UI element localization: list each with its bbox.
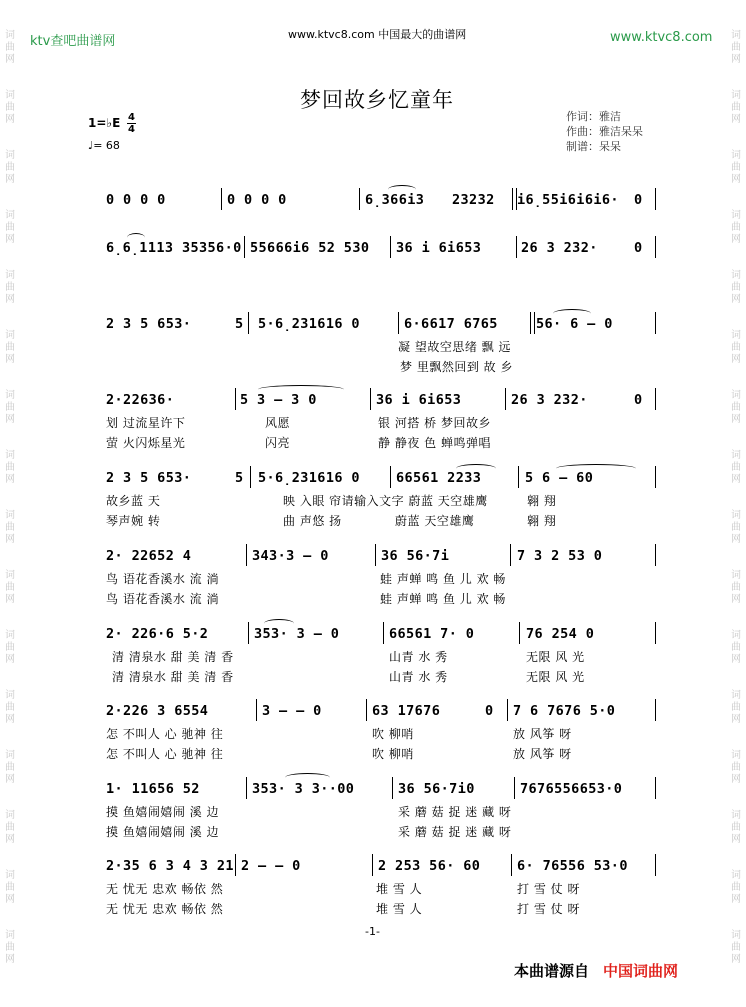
watermark-char: 网 — [5, 174, 15, 185]
note-group: 5·6̣231616 0 — [258, 470, 360, 486]
watermark-char: 网 — [731, 774, 741, 785]
watermark-char: 网 — [731, 714, 741, 725]
tempo-marking: ♩= 68 — [88, 139, 120, 152]
lyric-verse-1: 摸 鱼嬉闹嬉闹 溪 边 — [106, 805, 219, 819]
slur-mark — [388, 185, 416, 194]
lyric-verse-2: 蔚蓝 天空雄鹰 — [395, 514, 475, 528]
watermark-char: 词 — [731, 630, 741, 641]
lyric-verse-2: 打 雪 仗 呀 — [517, 902, 580, 916]
lyric-verse-2: 萤 火闪烁星光 — [106, 436, 186, 450]
note-group: 5 — [235, 316, 244, 332]
song-title: 梦回故乡忆童年 — [300, 88, 454, 112]
bar-line — [655, 699, 656, 721]
bar-line — [392, 777, 393, 799]
bar-line — [512, 188, 517, 210]
watermark-char: 曲 — [5, 582, 15, 593]
watermark-char: 网 — [5, 894, 15, 905]
note-group: 6·6617 6765 — [404, 316, 498, 332]
watermark-char: 曲 — [5, 462, 15, 473]
watermark-char: 曲 — [5, 222, 15, 233]
footer-source — [514, 960, 678, 981]
note-group: 63 17676 — [372, 703, 441, 719]
lyric-verse-2: 摸 鱼嬉闹嬉闹 溪 边 — [106, 825, 219, 839]
lyric-verse-1: 堆 雪 人 — [376, 882, 423, 896]
lyric-verse-2: 清 清泉水 甜 美 清 香 — [112, 670, 234, 684]
note-group: 2 3 5 653· — [106, 470, 192, 486]
note-group: 76 254 0 — [526, 626, 595, 642]
note-group: 1· 11656 52 — [106, 781, 200, 797]
lyric-verse-1: 银 河搭 桥 梦回故乡 — [378, 416, 491, 430]
lyric-verse-1: 无限 风 光 — [526, 650, 585, 664]
footer-site-link[interactable]: 中国词曲网 — [603, 962, 679, 980]
watermark-char: 词 — [5, 330, 15, 341]
slur-mark — [285, 773, 330, 782]
watermark-char: 网 — [5, 534, 15, 545]
watermark-char: 曲 — [5, 942, 15, 953]
lyric-verse-2: 曲 声悠 扬 — [283, 514, 342, 528]
watermark-char: 词 — [5, 150, 15, 161]
lyric-verse-2: 采 蘑 菇 捉 迷 藏 呀 — [398, 825, 512, 839]
watermark-char: 曲 — [731, 342, 741, 353]
bar-line — [510, 544, 511, 566]
watermark-char: 词 — [5, 510, 15, 521]
bar-line — [655, 544, 656, 566]
bar-line — [398, 312, 399, 334]
watermark-char: 曲 — [731, 462, 741, 473]
watermark-char: 网 — [731, 654, 741, 665]
lyric-verse-1: 风愿 — [265, 416, 291, 430]
note-group: 6· 76556 53·0 — [517, 858, 628, 874]
watermark-char: 词 — [731, 210, 741, 221]
watermark-char: 网 — [5, 414, 15, 425]
lyric-verse-2: 无 忧无 忠欢 畅依 然 — [106, 902, 224, 916]
note-group: 2·22636· — [106, 392, 175, 408]
lyric-verse-1: 山青 水 秀 — [389, 650, 448, 664]
arranger: 制谱：呆呆 — [566, 140, 621, 153]
watermark-char: 词 — [731, 390, 741, 401]
watermark-char: 曲 — [731, 642, 741, 653]
bar-line — [519, 622, 520, 644]
time-signature — [127, 113, 136, 134]
slur-mark — [553, 309, 591, 318]
note-group: 36 56·7i — [381, 548, 450, 564]
note-group: 36 i 6i653 — [396, 240, 482, 256]
watermark-char: 词 — [5, 210, 15, 221]
watermark-char: 网 — [5, 714, 15, 725]
bar-line — [390, 236, 391, 258]
note-group: 2·35 6 3 4 3 21 — [106, 858, 234, 874]
lyric-verse-2: 无限 风 光 — [526, 670, 585, 684]
note-group: 0 — [634, 192, 643, 208]
key-signature: 1=♭E — [88, 116, 121, 130]
watermark-char: 网 — [5, 474, 15, 485]
note-group: 26 3 232· — [511, 392, 588, 408]
note-group: 5 3 — 3 0 — [240, 392, 317, 408]
watermark-char: 曲 — [731, 522, 741, 533]
bar-line — [518, 466, 519, 488]
note-group: 56· 6 — 0 — [536, 316, 613, 332]
watermark-char: 网 — [731, 594, 741, 605]
watermark-char: 词 — [5, 390, 15, 401]
watermark-char: 词 — [731, 930, 741, 941]
watermark-char: 曲 — [731, 882, 741, 893]
watermark-char: 网 — [731, 354, 741, 365]
lyric-verse-2: 鸟 语花香溪水 流 淌 — [106, 592, 219, 606]
watermark-char: 网 — [5, 54, 15, 65]
watermark-char: 曲 — [5, 882, 15, 893]
footer-prefix: 本曲谱源自 — [514, 962, 590, 980]
note-group: 2· 226·6 5·2 — [106, 626, 209, 642]
lyric-verse-2: 蛙 声蝉 鸣 鱼 儿 欢 畅 — [380, 592, 506, 606]
watermark-char: 网 — [5, 234, 15, 245]
bar-line — [655, 312, 656, 334]
watermark-char: 网 — [731, 894, 741, 905]
lyric-verse-1: 采 蘑 菇 捉 迷 藏 呀 — [398, 805, 512, 819]
note-group: 2 253 56· 60 — [378, 858, 481, 874]
note-group: 36 56·7i0 — [398, 781, 475, 797]
bar-line — [370, 388, 371, 410]
note-group: 23232 — [452, 192, 495, 208]
watermark-char: 网 — [5, 954, 15, 965]
lyric-verse-2: 怎 不叫人 心 驰神 往 — [106, 747, 224, 761]
watermark-char: 曲 — [731, 822, 741, 833]
watermark-char: 网 — [5, 834, 15, 845]
note-group: 2· 22652 4 — [106, 548, 192, 564]
bar-line — [256, 699, 257, 721]
bar-line — [246, 544, 247, 566]
watermark-char: 网 — [5, 354, 15, 365]
bar-line — [250, 466, 251, 488]
lyric-verse-1: 划 过流星许下 — [106, 416, 186, 430]
bar-line — [390, 466, 391, 488]
site-slogan: www.ktvc8.com 中国最大的曲谱网 — [288, 28, 467, 41]
page-number: -1- — [365, 925, 380, 938]
bar-line — [505, 388, 506, 410]
note-group: 5 6 — 60 — [525, 470, 594, 486]
bar-line — [507, 699, 508, 721]
watermark-char: 词 — [5, 450, 15, 461]
lyric-verse-1: 打 雪 仗 呀 — [517, 882, 580, 896]
note-group: 6̣6̣1113 35356·0 — [106, 240, 242, 256]
watermark-char: 词 — [5, 270, 15, 281]
bar-line — [383, 622, 384, 644]
bar-line — [655, 188, 656, 210]
site-name-left[interactable]: ktv查吧曲谱网 — [30, 34, 116, 49]
watermark-char: 曲 — [731, 42, 741, 53]
watermark-char: 网 — [731, 174, 741, 185]
watermark-char: 曲 — [731, 402, 741, 413]
watermark-char: 曲 — [5, 342, 15, 353]
bar-line — [511, 854, 512, 876]
bar-line — [246, 777, 247, 799]
bar-line — [655, 466, 656, 488]
watermark-char: 词 — [5, 810, 15, 821]
watermark-char: 网 — [5, 114, 15, 125]
watermark-char: 曲 — [731, 942, 741, 953]
bar-line — [372, 854, 373, 876]
lyric-verse-1: 清 清泉水 甜 美 清 香 — [112, 650, 234, 664]
note-group: 3 — — 0 — [262, 703, 322, 719]
bar-line — [221, 188, 222, 210]
note-group: 36 i 6i653 — [376, 392, 462, 408]
lyric-verse-2: 放 风筝 呀 — [513, 747, 572, 761]
watermark-char: 网 — [5, 594, 15, 605]
watermark-char: 曲 — [5, 522, 15, 533]
watermark-char: 曲 — [5, 402, 15, 413]
note-group: 2 3 5 653· — [106, 316, 192, 332]
note-group: 7676556653·0 — [520, 781, 623, 797]
watermark-char: 网 — [731, 414, 741, 425]
watermark-char: 网 — [731, 474, 741, 485]
note-group: 2·226 3 6554 — [106, 703, 209, 719]
note-group: 6̣366i3 — [365, 192, 425, 208]
watermark-char: 词 — [5, 750, 15, 761]
slur-mark — [264, 619, 294, 628]
watermark-right — [728, 0, 746, 1007]
watermark-char: 词 — [5, 630, 15, 641]
watermark-char: 词 — [731, 810, 741, 821]
lyric-verse-1: 故乡蓝 天 — [106, 494, 161, 508]
slur-mark — [556, 464, 636, 473]
watermark-char: 曲 — [731, 222, 741, 233]
watermark-char: 网 — [731, 534, 741, 545]
note-group: 0 — [634, 392, 643, 408]
bar-line — [530, 312, 535, 334]
bar-line — [514, 777, 515, 799]
note-group: i6̣55i6i6i6· — [517, 192, 619, 208]
watermark-char: 曲 — [731, 762, 741, 773]
lyric-verse-2: 梦 里飘然回到 故 乡 — [400, 360, 513, 374]
bar-line — [655, 622, 656, 644]
lyric-verse-1: 映 入眼 帘请输入文字 蔚蓝 天空雄鹰 — [283, 494, 488, 508]
watermark-char: 网 — [5, 654, 15, 665]
lyric-verse-1: 翱 翔 — [527, 494, 557, 508]
watermark-char: 词 — [731, 30, 741, 41]
watermark-char: 词 — [5, 570, 15, 581]
watermark-char: 词 — [731, 690, 741, 701]
watermark-char: 网 — [5, 774, 15, 785]
lyric-verse-1: 怎 不叫人 心 驰神 往 — [106, 727, 224, 741]
note-group: 353· 3 — 0 — [254, 626, 340, 642]
lyric-verse-1: 鸟 语花香溪水 流 淌 — [106, 572, 219, 586]
lyric-verse-2: 山青 水 秀 — [389, 670, 448, 684]
bar-line — [375, 544, 376, 566]
watermark-char: 曲 — [731, 282, 741, 293]
bar-line — [248, 622, 249, 644]
watermark-char: 词 — [731, 150, 741, 161]
watermark-char: 曲 — [5, 762, 15, 773]
bar-line — [655, 854, 656, 876]
note-group: 353· 3 3··00 — [252, 781, 355, 797]
watermark-char: 词 — [5, 90, 15, 101]
note-group: 5·6̣231616 0 — [258, 316, 360, 332]
watermark-char: 曲 — [5, 162, 15, 173]
watermark-char: 网 — [731, 834, 741, 845]
note-group: 0 0 0 0 — [227, 192, 287, 208]
lyricist: 作词：雅洁 — [566, 110, 621, 123]
lyric-verse-2: 堆 雪 人 — [376, 902, 423, 916]
watermark-char: 曲 — [731, 162, 741, 173]
watermark-char: 词 — [5, 30, 15, 41]
bar-line — [516, 236, 517, 258]
composer: 作曲：雅洁呆呆 — [566, 125, 643, 138]
note-group: 7 6 7676 5·0 — [513, 703, 616, 719]
note-group: 7 3 2 53 0 — [517, 548, 603, 564]
bar-line — [235, 388, 236, 410]
watermark-char: 词 — [5, 870, 15, 881]
note-group: 0 0 0 0 — [106, 192, 166, 208]
bar-line — [655, 777, 656, 799]
slur-mark — [127, 233, 145, 242]
watermark-char: 曲 — [5, 642, 15, 653]
note-group: 66561 2233 — [396, 470, 482, 486]
note-group: 0 — [634, 240, 643, 256]
note-group: 2 — — 0 — [241, 858, 301, 874]
watermark-char: 网 — [731, 114, 741, 125]
watermark-char: 曲 — [731, 102, 741, 113]
lyric-verse-1: 蛙 声蝉 鸣 鱼 儿 欢 畅 — [380, 572, 506, 586]
watermark-char: 词 — [731, 450, 741, 461]
watermark-char: 词 — [5, 690, 15, 701]
lyric-verse-1: 凝 望故空思绪 飘 远 — [398, 340, 511, 354]
lyric-verse-2: 琴声婉 转 — [106, 514, 161, 528]
bar-line — [235, 854, 236, 876]
watermark-char: 词 — [731, 750, 741, 761]
watermark-char: 词 — [5, 930, 15, 941]
watermark-char: 网 — [5, 294, 15, 305]
watermark-char: 网 — [731, 234, 741, 245]
lyric-verse-1: 无 忧无 忠欢 畅依 然 — [106, 882, 224, 896]
watermark-char: 曲 — [5, 282, 15, 293]
note-group: 55666i6 52 530 — [250, 240, 370, 256]
lyric-verse-2: 吹 柳哨 — [372, 747, 414, 761]
watermark-char: 曲 — [5, 102, 15, 113]
slur-mark — [456, 464, 496, 473]
lyric-verse-1: 放 风筝 呀 — [513, 727, 572, 741]
time-signature-bottom: 4 — [128, 124, 135, 135]
watermark-char: 曲 — [731, 702, 741, 713]
note-group: 66561 7· 0 — [389, 626, 475, 642]
watermark-left — [2, 0, 20, 1007]
bar-line — [655, 236, 656, 258]
watermark-char: 网 — [731, 54, 741, 65]
bar-line — [244, 236, 245, 258]
watermark-char: 曲 — [5, 822, 15, 833]
bar-line — [359, 188, 360, 210]
bar-line — [248, 312, 249, 334]
watermark-char: 词 — [731, 90, 741, 101]
watermark-char: 曲 — [731, 582, 741, 593]
lyric-verse-2: 静 静夜 色 蝉鸣弹唱 — [378, 436, 491, 450]
slur-mark — [258, 385, 344, 394]
credits — [566, 109, 643, 154]
watermark-char: 曲 — [5, 42, 15, 53]
watermark-char: 词 — [731, 510, 741, 521]
note-group: 5 — [235, 470, 244, 486]
bar-line — [366, 699, 367, 721]
lyric-verse-2: 闪亮 — [265, 436, 291, 450]
time-signature-top: 4 — [128, 112, 135, 123]
watermark-char: 曲 — [5, 702, 15, 713]
note-group: 343·3 — 0 — [252, 548, 329, 564]
watermark-char: 网 — [731, 294, 741, 305]
site-url-right[interactable]: www.ktvc8.com — [610, 30, 713, 45]
watermark-char: 词 — [731, 330, 741, 341]
watermark-char: 词 — [731, 570, 741, 581]
lyric-verse-1: 吹 柳哨 — [372, 727, 414, 741]
lyric-verse-2: 翱 翔 — [527, 514, 557, 528]
watermark-char: 词 — [731, 870, 741, 881]
watermark-char: 词 — [731, 270, 741, 281]
note-group: 0 — [485, 703, 494, 719]
watermark-char: 网 — [731, 954, 741, 965]
note-group: 26 3 232· — [521, 240, 598, 256]
bar-line — [655, 388, 656, 410]
